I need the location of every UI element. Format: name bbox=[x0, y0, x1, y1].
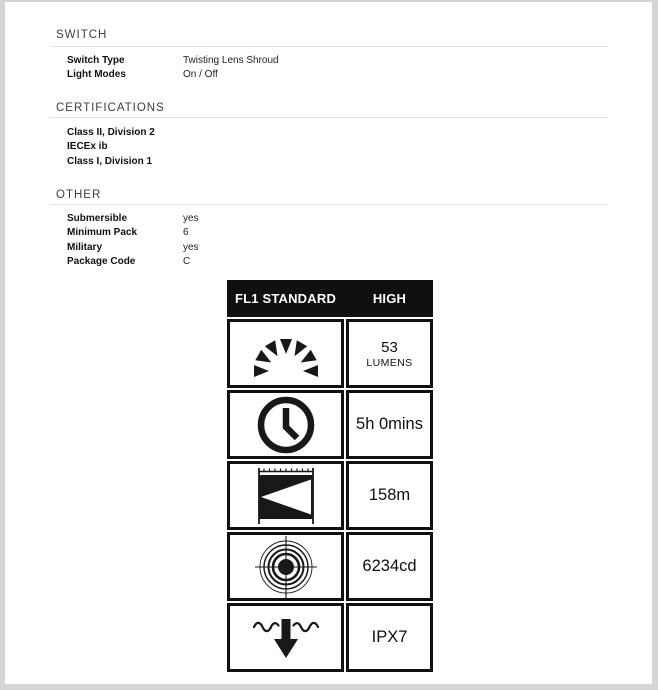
spec-label: Light Modes bbox=[67, 69, 126, 81]
certification-item: IECEx ib bbox=[67, 141, 108, 153]
spec-value: On / Off bbox=[183, 69, 218, 81]
section-title-certifications: CERTIFICATIONS bbox=[56, 102, 165, 114]
certification-item: Class I, Division 1 bbox=[67, 155, 153, 167]
lumens-value: 53 bbox=[381, 338, 398, 356]
fl1-value-cell bbox=[346, 390, 433, 459]
spec-value: 6 bbox=[183, 227, 189, 239]
spec-row bbox=[67, 53, 279, 68]
spec-row bbox=[67, 68, 279, 83]
spec-label: Submersible bbox=[67, 212, 128, 224]
spec-label: Package Code bbox=[67, 256, 136, 268]
beam-distance-value: 158m bbox=[368, 486, 411, 504]
fl1-table-header bbox=[227, 280, 433, 317]
fl1-value-cell bbox=[346, 461, 433, 530]
spec-label: Switch Type bbox=[67, 54, 125, 66]
spec-value: Twisting Lens Shroud bbox=[183, 54, 279, 66]
fl1-value-cell bbox=[346, 532, 433, 601]
fl1-value-cell bbox=[346, 603, 433, 672]
spec-row bbox=[67, 211, 199, 226]
spec-value: C bbox=[183, 256, 191, 268]
switch-rows bbox=[67, 53, 279, 82]
spec-row bbox=[67, 226, 199, 241]
certification-item: Class II, Division 2 bbox=[67, 126, 155, 138]
fl1-row-light-output bbox=[227, 319, 433, 388]
other-rows bbox=[67, 211, 199, 269]
light-output-icon bbox=[227, 319, 344, 388]
spec-sheet-page bbox=[5, 2, 652, 684]
spec-label: Military bbox=[67, 241, 103, 253]
section-divider bbox=[50, 46, 608, 47]
peak-beam-intensity-icon bbox=[227, 532, 344, 601]
spec-row bbox=[67, 240, 199, 255]
spec-value: yes bbox=[183, 212, 199, 224]
fl1-value-cell bbox=[346, 319, 433, 388]
spec-row bbox=[67, 255, 199, 270]
section-divider bbox=[50, 204, 608, 205]
fl1-row-beam-distance bbox=[227, 461, 433, 530]
section-title-other: OTHER bbox=[56, 189, 102, 201]
water-resistance-icon bbox=[227, 603, 344, 672]
water-resistance-rating: IPX7 bbox=[371, 628, 408, 646]
fl1-header-high: HIGH bbox=[372, 291, 407, 306]
fl1-standard-table bbox=[227, 280, 433, 672]
fl1-row-runtime bbox=[227, 390, 433, 459]
runtime-value: 5h 0mins bbox=[356, 415, 423, 433]
beam-distance-icon bbox=[227, 461, 344, 530]
section-divider bbox=[50, 117, 608, 118]
certification-list bbox=[67, 125, 155, 169]
fl1-header-standard: FL1 STANDARD bbox=[234, 291, 337, 306]
runtime-clock-icon bbox=[227, 390, 344, 459]
spec-label: Minimum Pack bbox=[67, 227, 138, 239]
spec-value: yes bbox=[183, 241, 199, 253]
section-title-switch: SWITCH bbox=[56, 29, 108, 41]
fl1-row-water-resistance bbox=[227, 603, 433, 672]
lumens-unit: LUMENS bbox=[366, 356, 413, 369]
fl1-row-peak-beam-intensity bbox=[227, 532, 433, 601]
peak-beam-intensity-value: 6234cd bbox=[362, 557, 417, 575]
